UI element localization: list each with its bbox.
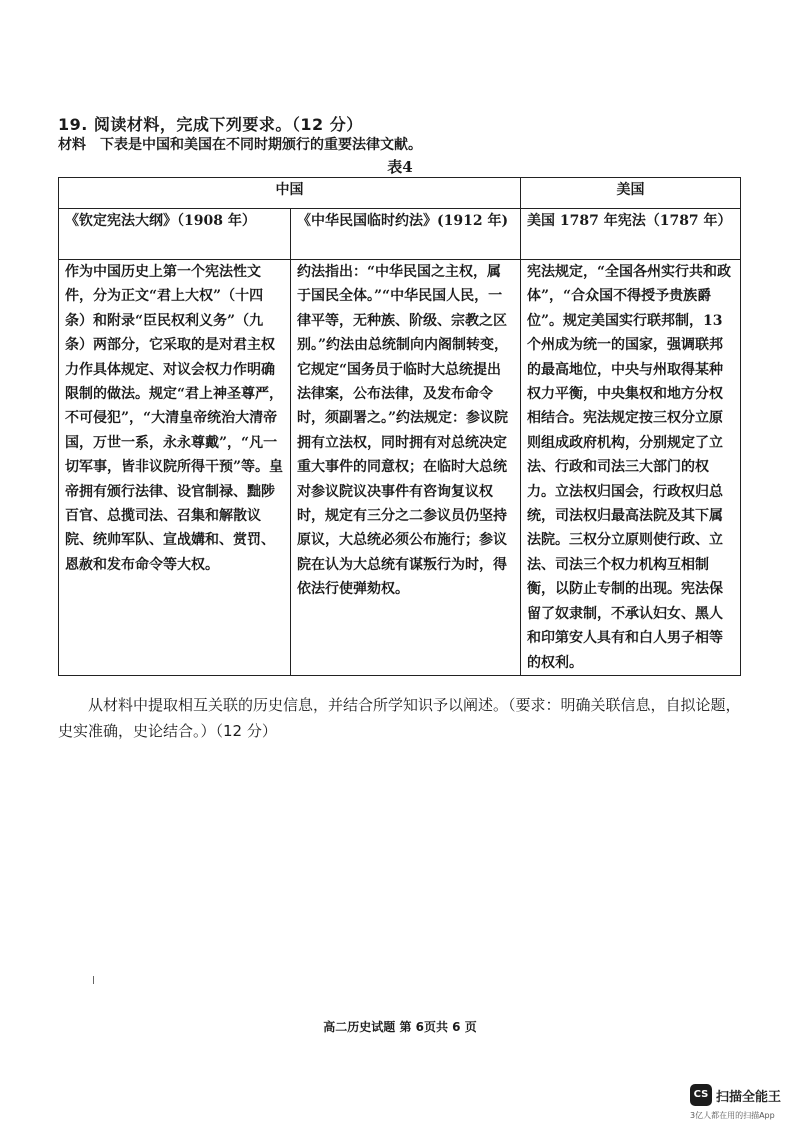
header-usa: 美国 xyxy=(521,178,741,209)
subheader-provisional-constitution: 《中华民国临时约法》(1912 年) xyxy=(291,209,521,260)
material-text: 下表是中国和美国在不同时期颁行的重要法律文献。 xyxy=(100,137,422,153)
question-instruction: 从材料中提取相互关联的历史信息，并结合所学知识予以阐述。（要求：明确关联信息，自拟论题，史实准确，史论结合。）（12 分） xyxy=(58,696,741,740)
law-table xyxy=(58,177,741,676)
content-row xyxy=(59,260,741,676)
cell-qing-constitution: 作为中国历史上第一个宪法性文件，分为正文“君上大权”（十四条）和附录“臣民权利义务”（九条）两部分，它采取的是对君主权力作具体规定、对议会权力作明确限制的做法。规定“君上神圣尊严，不可侵犯”，“大清皇帝统治大清帝国，万世一系，永永尊戴”，“凡一切军事，皆非议院所得干预”等。皇帝拥有颁行法律、设官制禄、黜陟百官、总揽司法、召集和解散议院、统帅军队、宣战媾和、赏罚、恩赦和发布命令等大权。 xyxy=(59,260,291,676)
watermark-name: 扫描全能王 xyxy=(716,1090,782,1105)
table-caption: 表4 xyxy=(387,158,413,176)
watermark-tagline: 3亿人都在用的扫描App xyxy=(690,1111,775,1120)
cell-us-constitution: 宪法规定，“全国各州实行共和政体”，“合众国不得授予贵族爵位”。规定美国实行联邦制，13 个州成为统一的国家，强调联邦的最高地位，中央与州取得某种权力平衡，中央集权和地方分权相结合。宪法规定按三权分立原则组成政府机构，分别规定了立法、行政和司法三大部门的权力。立法权归国会，行政权归总统，司法权归最高法院及其下属法院。三权分立原则使行政、立法、司法三个权力机构互相制衡，以防止专制的出现。宪法保留了奴隶制，不承认妇女、黑人和印第安人具有和白人男子相等的权利。 xyxy=(521,260,741,676)
scan-mark xyxy=(93,976,94,984)
question-title: 19. 阅读材料，完成下列要求。（12 分） xyxy=(58,115,363,134)
subheader-us-constitution: 美国 1787 年宪法（1787 年） xyxy=(521,209,741,260)
subheader-row xyxy=(59,209,741,260)
camscanner-logo-icon: CS xyxy=(690,1084,712,1106)
header-row xyxy=(59,178,741,209)
scanner-watermark xyxy=(690,1084,795,1124)
cell-provisional-constitution: 约法指出：“中华民国之主权，属于国民全体。”“中华民国人民，一律平等，无种族、阶级、宗教之区别。”约法由总统制向内阁制转变，它规定“国务员于临时大总统提出法律案，公布法律，及发布命令时，须副署之。”约法规定：参议院拥有立法权，同时拥有对总统决定重大事件的同意权；在临时大总统对参议院议决事件有咨询复议权时，规定有三分之二参议员仍坚持原议，大总统必须公布施行；参议院在认为大总统有谋叛行为时，得依法行使弹劾权。 xyxy=(291,260,521,676)
material-label: 材料 xyxy=(58,137,86,153)
subheader-qing-constitution: 《钦定宪法大纲》（1908 年） xyxy=(59,209,291,260)
material-intro xyxy=(58,134,422,154)
header-china: 中国 xyxy=(59,178,521,209)
page-footer: 高二历史试题 第 6页共 6 页 xyxy=(323,1020,477,1034)
